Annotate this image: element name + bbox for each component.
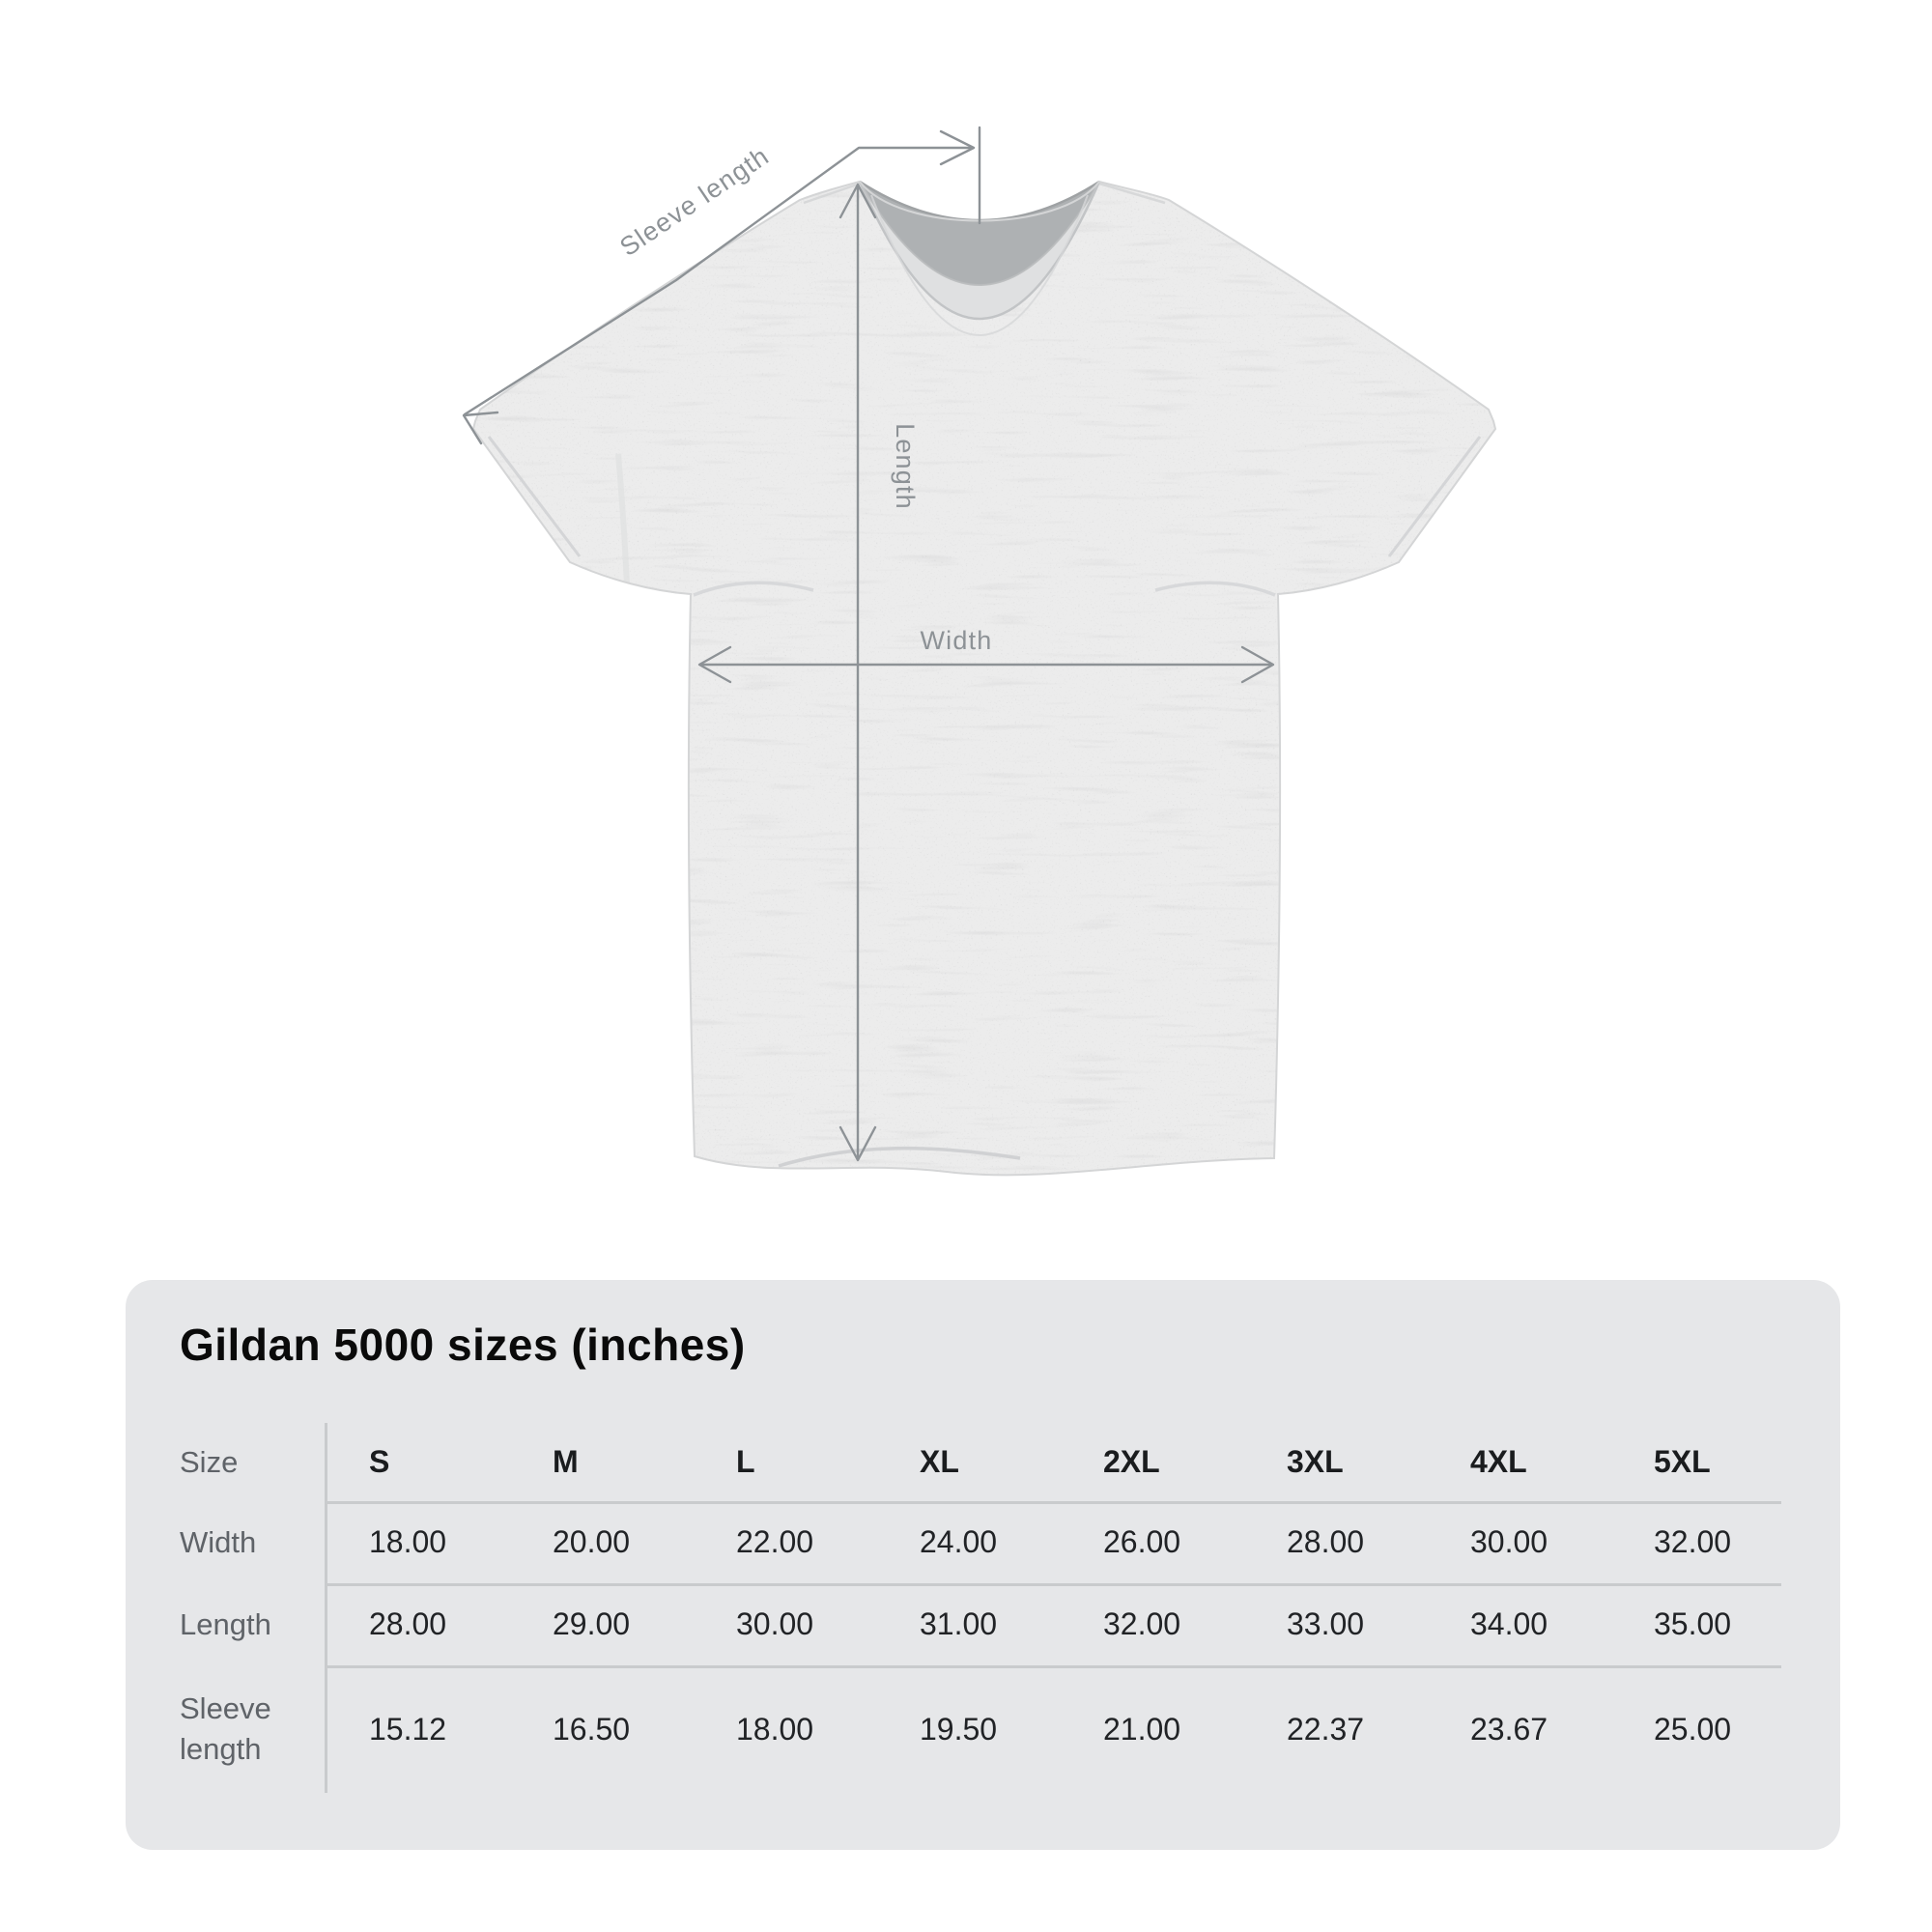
size-column-header: 2XL bbox=[1103, 1444, 1160, 1479]
size-column-header: M bbox=[553, 1444, 579, 1479]
size-chart-cell: 34.00 bbox=[1470, 1606, 1548, 1641]
size-chart-cell: 21.00 bbox=[1103, 1711, 1181, 1747]
size-column-header: S bbox=[369, 1444, 390, 1479]
tshirt bbox=[425, 116, 1546, 1217]
size-chart-cell: 22.37 bbox=[1287, 1711, 1365, 1747]
size-chart-cell: 18.00 bbox=[369, 1524, 447, 1559]
length-label: Length bbox=[891, 423, 920, 510]
size-chart-cell: 29.00 bbox=[553, 1606, 631, 1641]
size-chart-cell: 28.00 bbox=[369, 1606, 447, 1641]
size-chart-cell: 35.00 bbox=[1654, 1606, 1732, 1641]
size-chart-cell: 33.00 bbox=[1287, 1606, 1365, 1641]
size-chart-cell: 24.00 bbox=[920, 1524, 998, 1559]
sleeve-length-label: Sleeve length bbox=[614, 140, 775, 263]
width-label: Width bbox=[920, 626, 993, 655]
size-chart-cell: 30.00 bbox=[1470, 1524, 1548, 1559]
size-chart-corner-label: Size bbox=[180, 1444, 239, 1479]
size-column-header: 5XL bbox=[1654, 1444, 1711, 1479]
size-column-header: XL bbox=[920, 1444, 959, 1479]
size-chart-row-label: Width bbox=[180, 1524, 257, 1559]
size-chart-cell: 30.00 bbox=[736, 1606, 814, 1641]
size-chart-panel bbox=[126, 1280, 1840, 1850]
size-chart-table bbox=[180, 1423, 1793, 1793]
size-column-header: 4XL bbox=[1470, 1444, 1527, 1479]
size-chart-cell: 28.00 bbox=[1287, 1524, 1365, 1559]
size-chart-row-label: Length bbox=[180, 1606, 271, 1641]
size-chart-cell: 32.00 bbox=[1103, 1606, 1181, 1641]
size-chart-cell: 31.00 bbox=[920, 1606, 998, 1641]
size-chart-cell: 20.00 bbox=[553, 1524, 631, 1559]
size-chart-cell: 19.50 bbox=[920, 1711, 998, 1747]
size-chart-cell: 26.00 bbox=[1103, 1524, 1181, 1559]
size-chart-cell: 22.00 bbox=[736, 1524, 814, 1559]
size-chart-cell: 25.00 bbox=[1654, 1711, 1732, 1747]
size-chart-cell: 23.67 bbox=[1470, 1711, 1548, 1747]
size-chart-row-label: Sleeve length bbox=[180, 1691, 271, 1766]
size-chart-cell: 32.00 bbox=[1654, 1524, 1732, 1559]
size-column-header: L bbox=[736, 1444, 755, 1479]
size-chart-cell: 15.12 bbox=[369, 1711, 447, 1747]
size-column-header: 3XL bbox=[1287, 1444, 1344, 1479]
size-chart-cell: 16.50 bbox=[553, 1711, 631, 1747]
size-chart-title: Gildan 5000 sizes (inches) bbox=[180, 1320, 746, 1370]
size-chart-cell: 18.00 bbox=[736, 1711, 814, 1747]
